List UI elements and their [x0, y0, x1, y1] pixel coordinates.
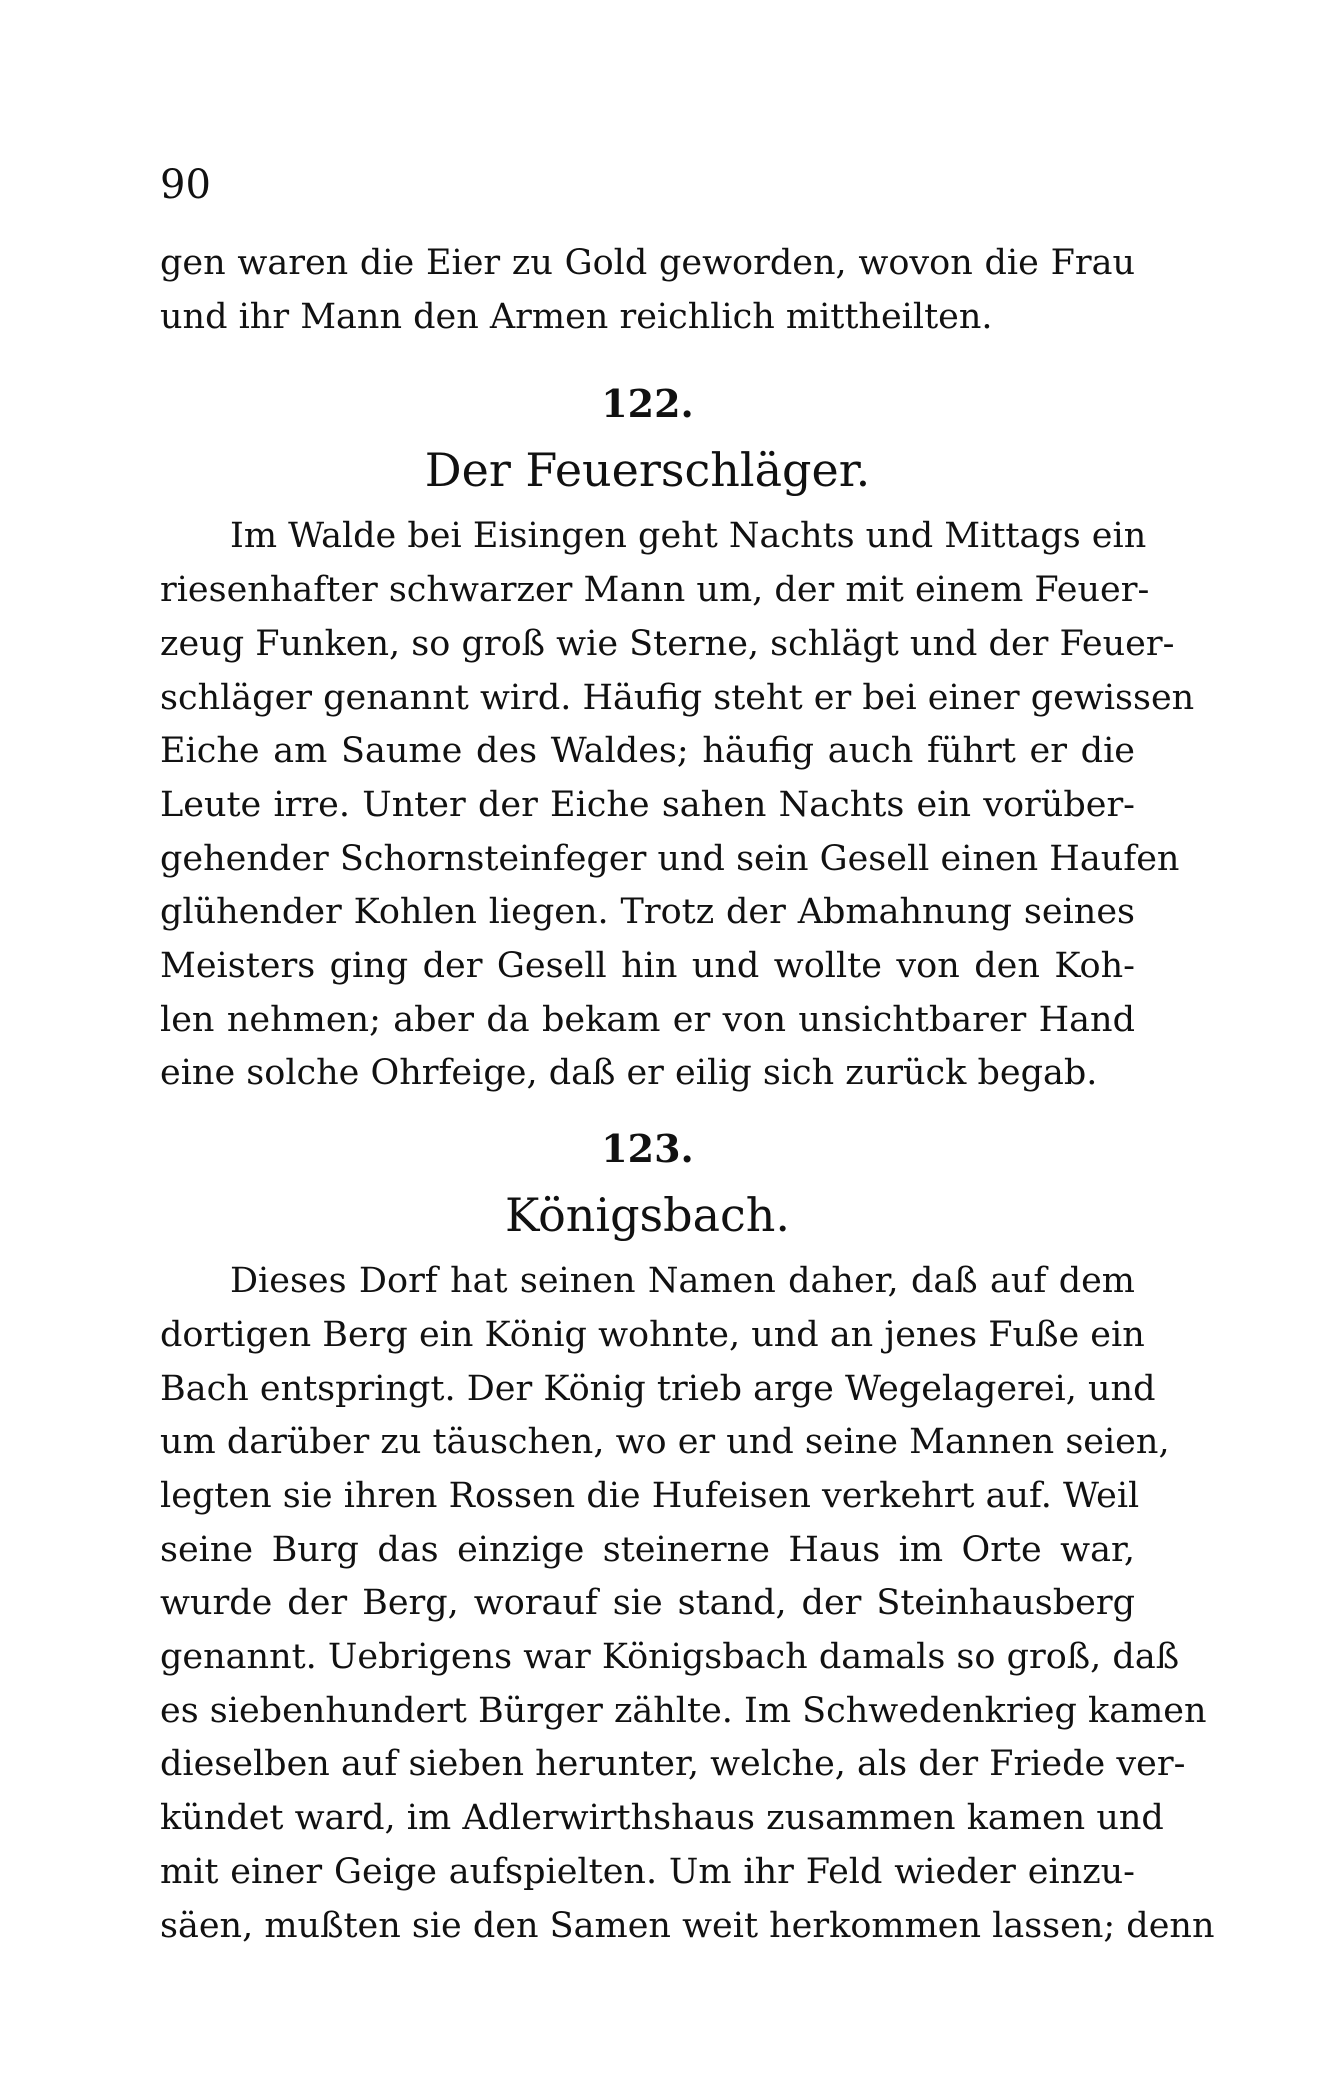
text-line: und ihr Mann den Armen reichlich mittheilten. [160, 296, 993, 337]
section-title: Königsbach. [504, 1188, 791, 1243]
text-line: legten sie ihren Rossen die Hufeisen verkehrt auf. Weil [160, 1475, 1140, 1516]
section-paragraph [160, 1255, 1215, 1953]
text-line: genannt. Uebrigens war Königsbach damals so groß, daß [160, 1637, 1180, 1678]
intro-paragraph [160, 237, 1135, 344]
text-line: eine solche Ohrfeige, daß er eilig sich zurück begab. [160, 1053, 1098, 1094]
text-line: kündet ward, im Adlerwirthshaus zusammen kamen und [160, 1798, 1164, 1839]
section-number: 122. [601, 381, 694, 427]
text-line: es siebenhundert Bürger zählte. Im Schwedenkrieg kamen [160, 1690, 1207, 1731]
text-line: zeug Funken, so groß wie Sterne, schlägt und der Feuer- [160, 623, 1175, 664]
text-line: schläger genannt wird. Häufig steht er bei einer gewissen [160, 677, 1195, 718]
text-line: um darüber zu täuschen, wo er und seine Mannen seien, [160, 1422, 1170, 1463]
text-line: Im Walde bei Eisingen geht Nachts und Mittags ein [230, 516, 1147, 557]
text-line: Eiche am Saume des Waldes; häufig auch führt er die [160, 731, 1135, 772]
text-line: Dieses Dorf hat seinen Namen daher, daß auf dem [230, 1261, 1135, 1302]
text-line: riesenhafter schwarzer Mann um, der mit einem Feuer- [160, 570, 1150, 611]
section-paragraph [160, 510, 1195, 1101]
text-line: mit einer Geige aufspielten. Um ihr Feld wieder einzu- [160, 1851, 1135, 1892]
book-page [160, 155, 1215, 1953]
text-line: len nehmen; aber da bekam er von unsichtbarer Hand [160, 999, 1135, 1040]
text-line: säen, mußten sie den Samen weit herkommen lassen; denn [160, 1905, 1215, 1946]
section-title: Der Feuerschläger. [424, 443, 871, 498]
text-line: seine Burg das einzige steinerne Haus im Orte war, [160, 1529, 1135, 1570]
text-line: Leute irre. Unter der Eiche sahen Nachts ein vorüber- [160, 784, 1135, 825]
section-122 [160, 374, 1195, 1101]
section-123 [160, 1119, 1215, 1953]
section-number: 123. [601, 1126, 694, 1172]
text-line: gehender Schornsteinfeger und sein Gesell einen Haufen [160, 838, 1180, 879]
text-line: gen waren die Eier zu Gold geworden, wovon die Frau [160, 243, 1135, 283]
text-line: glühender Kohlen liegen. Trotz der Abmahnung seines [160, 892, 1135, 933]
text-line: dieselben auf sieben herunter, welche, als der Friede ver- [160, 1744, 1186, 1785]
text-line: dortigen Berg ein König wohnte, und an jenes Fuße ein [160, 1314, 1145, 1355]
text-line: Bach entspringt. Der König trieb arge Wegelagerei, und [160, 1368, 1156, 1409]
text-line: Meisters ging der Gesell hin und wollte von den Koh- [160, 946, 1135, 987]
page-number: 90 [160, 162, 211, 208]
text-line: wurde der Berg, worauf sie stand, der Steinhausberg [160, 1583, 1135, 1624]
